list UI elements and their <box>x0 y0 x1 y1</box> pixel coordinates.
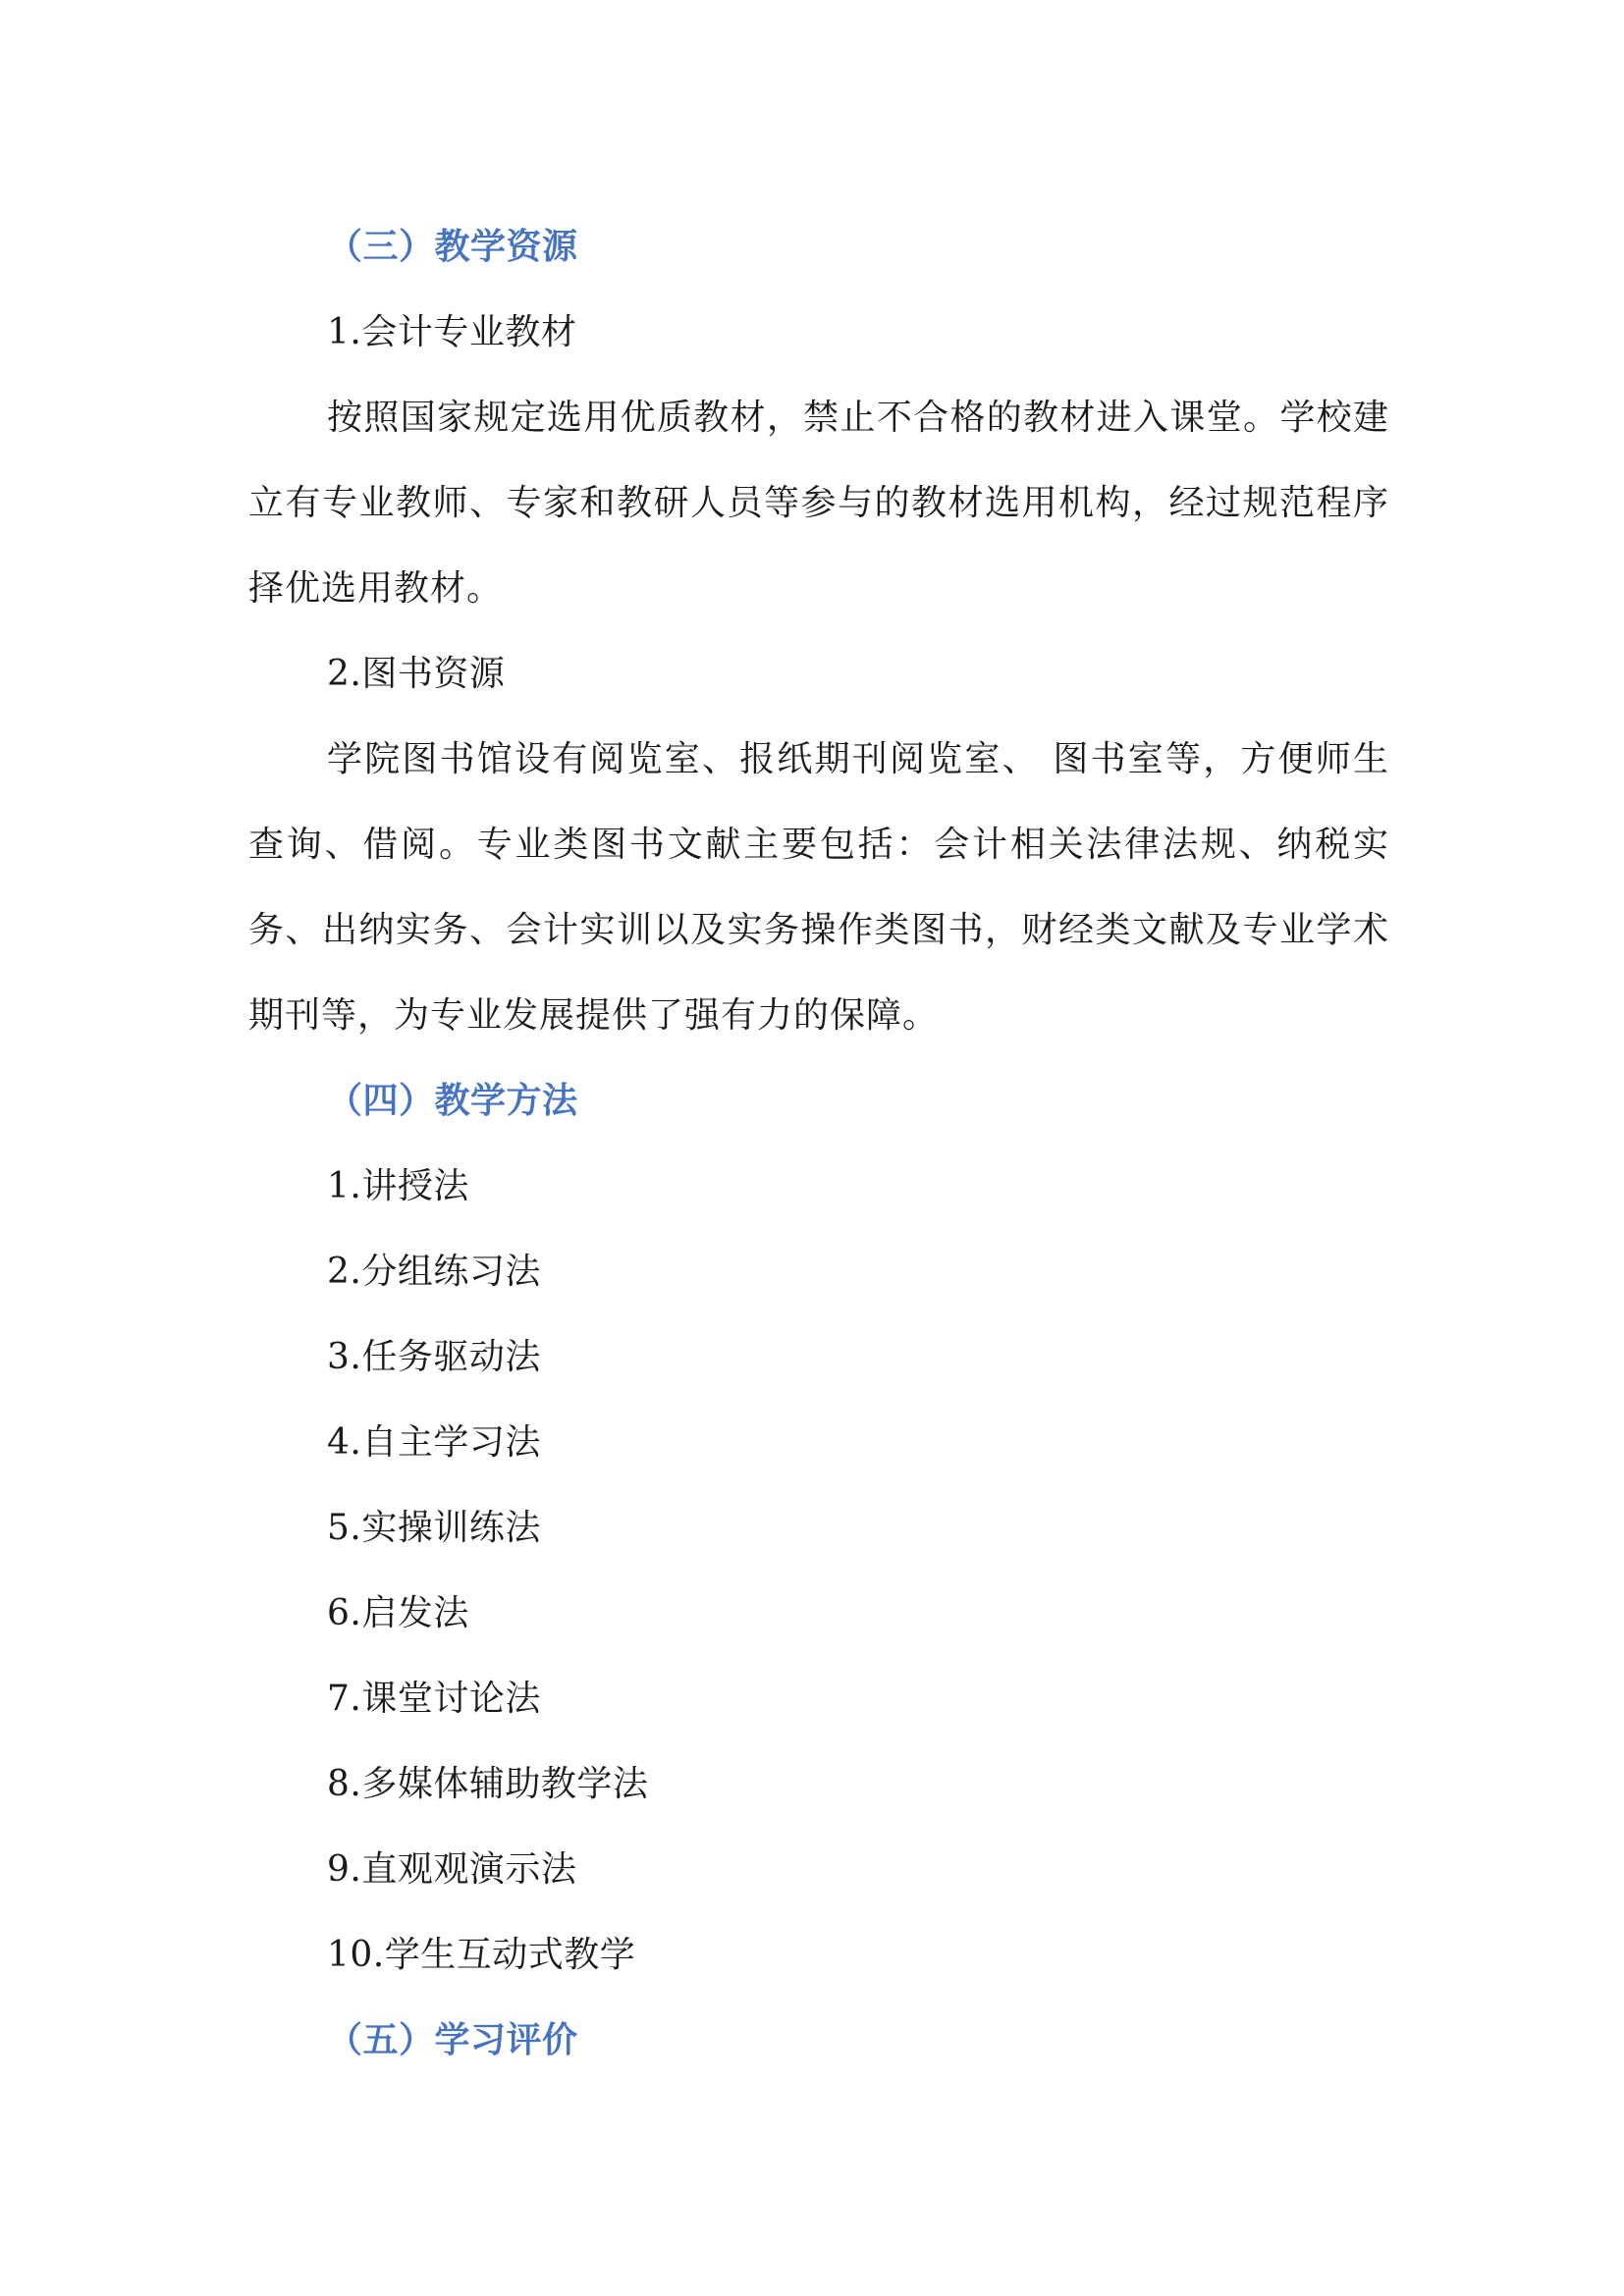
section-heading-teaching-resources: （三）教学资源 <box>327 226 578 267</box>
section-heading-learning-evaluation: （五）学习评价 <box>327 2019 578 2060</box>
list-item: 7.课堂讨论法 <box>327 1679 541 1719</box>
teaching-methods-list <box>248 1144 1389 1998</box>
list-item: 10.学生互动式教学 <box>327 1935 636 1975</box>
subheading-library-resources: 2.图书资源 <box>327 654 506 694</box>
paragraph-textbooks: 按照国家规定选用优质教材，禁止不合格的教材进入课堂。学校建立有专业教师、专家和教研人员等参与的教材选用机构，经过规范程序择优选用教材。 <box>248 398 1389 609</box>
list-item: 1.讲授法 <box>327 1166 469 1206</box>
list-item: 4.自主学习法 <box>327 1422 541 1463</box>
subheading-accounting-textbooks: 1.会计专业教材 <box>327 312 577 352</box>
list-item: 8.多媒体辅助教学法 <box>327 1764 649 1804</box>
list-item: 6.启发法 <box>327 1593 469 1633</box>
section-heading-teaching-methods: （四）教学方法 <box>327 1080 578 1121</box>
list-item: 5.实操训练法 <box>327 1508 541 1548</box>
paragraph-library: 学院图书馆设有阅览室、报纸期刊阅览室、 图书室等，方便师生查询、借阅。专业类图书文献主要包括：会计相关法律法规、纳税实务、出纳实务、会计实训以及实务操作类图书，财经类文献及专业学术期刊等，为专业发展提供了强有力的保障。 <box>248 739 1389 1036</box>
list-item: 2.分组练习法 <box>327 1252 541 1292</box>
list-item: 3.任务驱动法 <box>327 1337 541 1377</box>
list-item: 9.直观观演示法 <box>327 1849 577 1890</box>
page-content <box>248 204 1389 2083</box>
